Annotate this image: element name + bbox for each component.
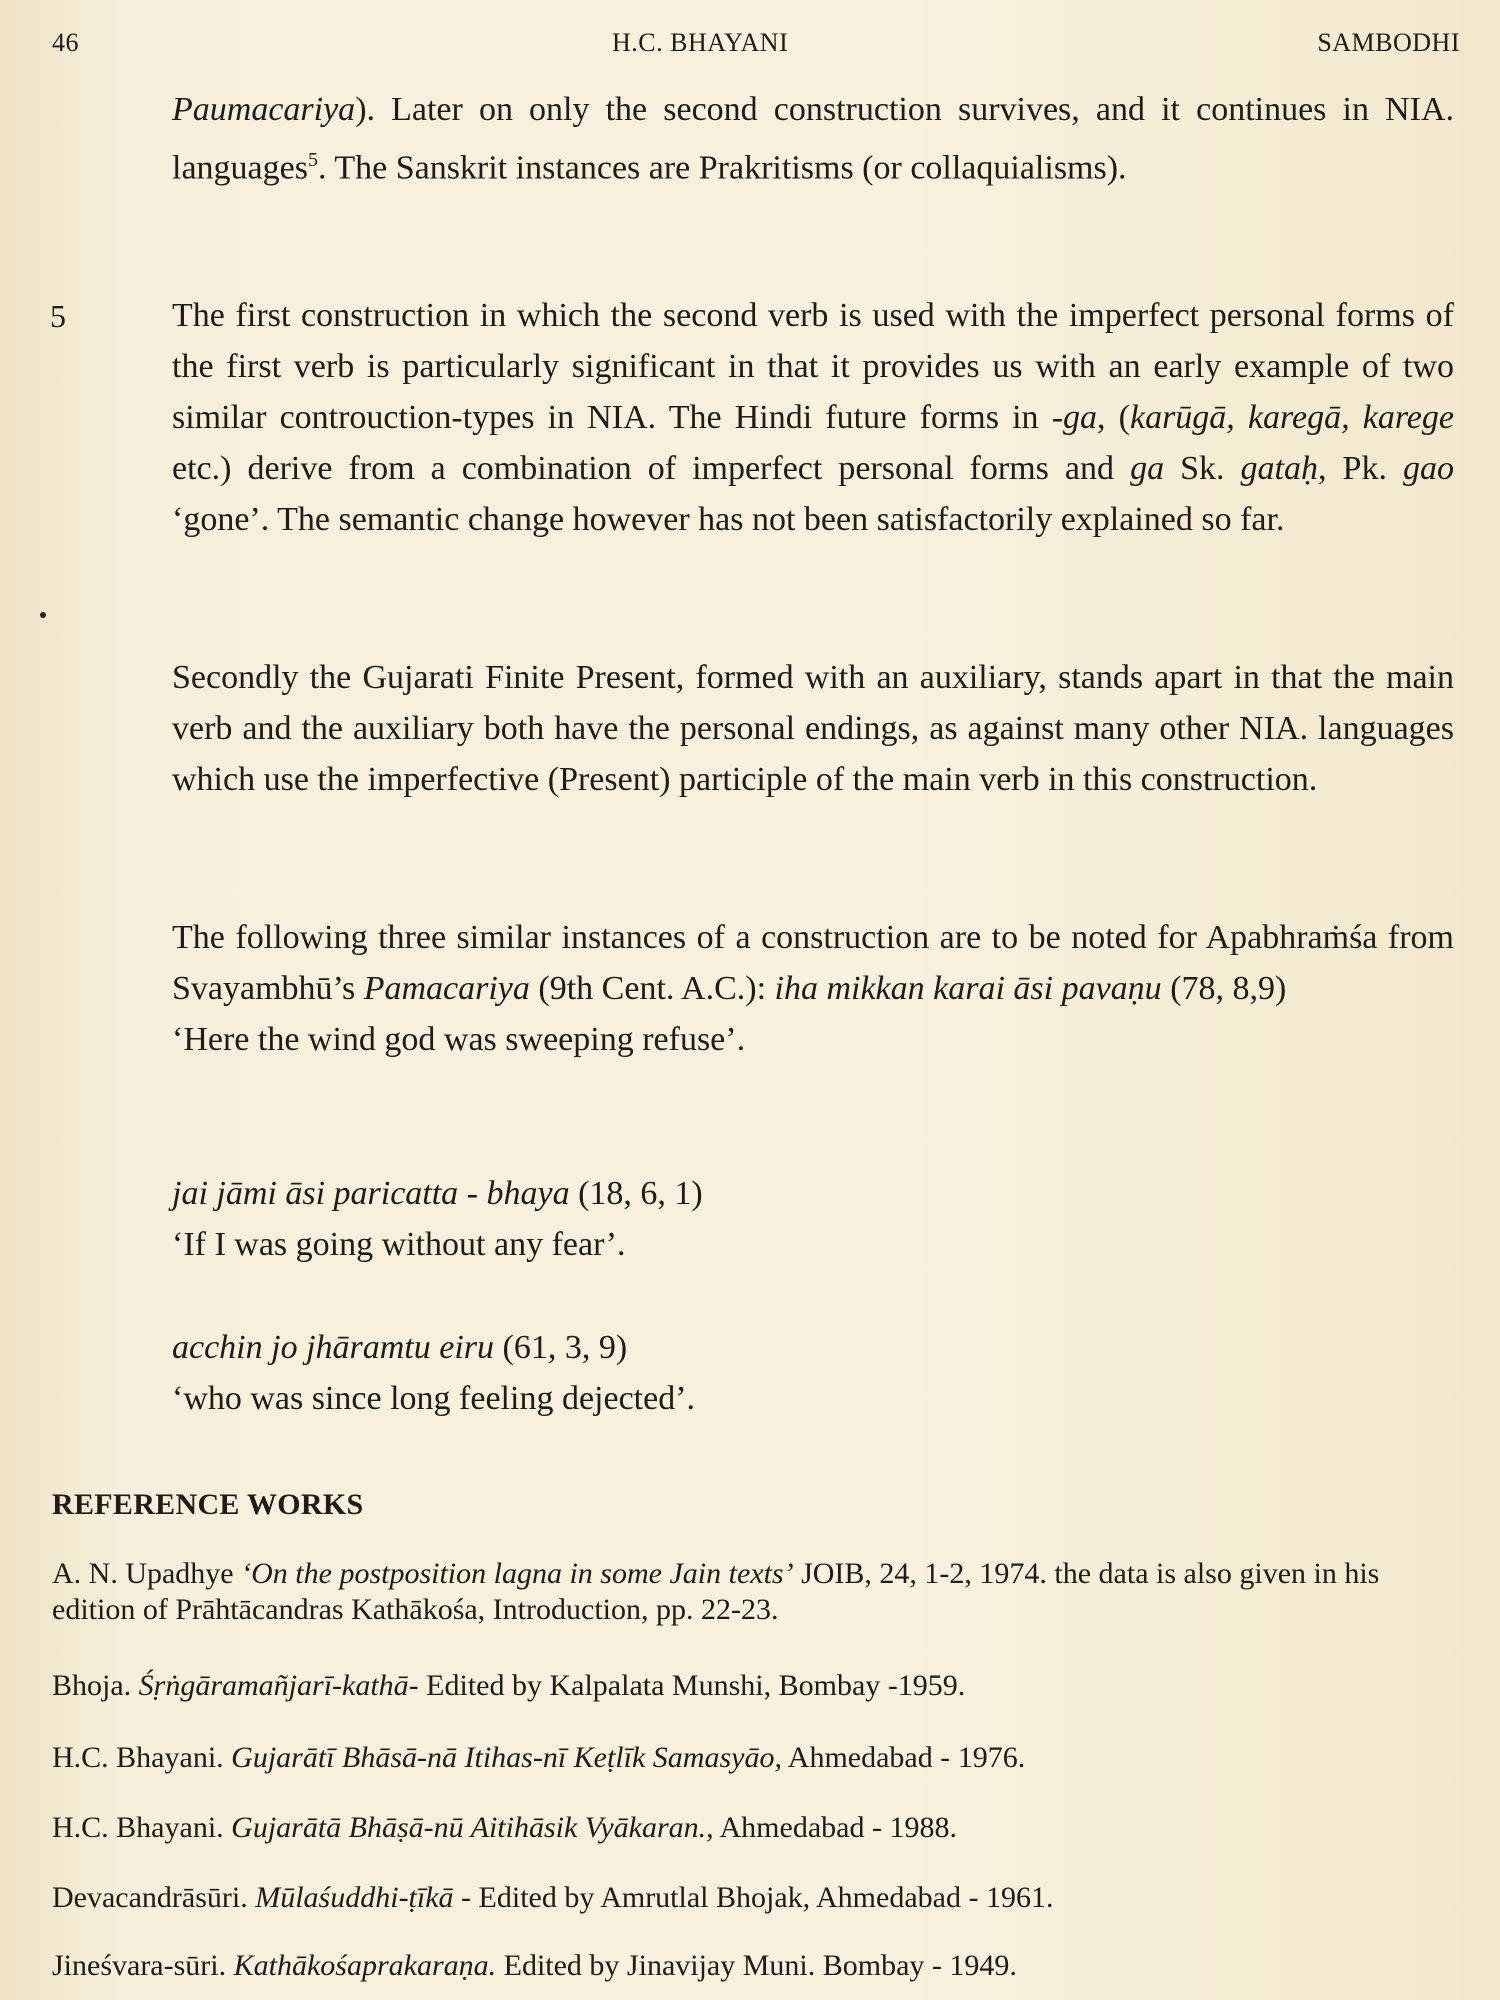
- reference-details: Ahmedabad - 1976.: [781, 1741, 1026, 1774]
- reference-item: [52, 1880, 1452, 1916]
- example-phrase: jai jāmi āsi paricatta - bhaya: [172, 1175, 570, 1212]
- page-header: [52, 28, 1460, 68]
- reference-item: [52, 1740, 1452, 1776]
- paragraph-text: Secondly the Gujarati Finite Present, formed with an auxiliary, stands apart in that the main verb and the auxiliary both have the personal endings, as against many other NIA. languages which use the imperfective (Present) participle of the main verb in this construction.: [172, 659, 1454, 798]
- reference-author: Jineśvara-sūri.: [52, 1949, 234, 1982]
- reference-details: - Edited by Amrutlal Bhojak, Ahmedabad - 1961.: [453, 1881, 1054, 1914]
- reference-item: [52, 1810, 1452, 1846]
- note-number: 5: [50, 298, 66, 334]
- example-phrase: acchin jo jhāramtu eiru: [172, 1329, 495, 1366]
- reference-author: Devacandrāsūri.: [52, 1881, 256, 1914]
- example-translation: ‘Here the wind god was sweeping refuse’.: [172, 1021, 746, 1058]
- reference-item: [52, 1556, 1452, 1628]
- reference-author: A. N. Upadhye: [52, 1557, 242, 1590]
- reference-details: Edited by Kalpalata Munshi, Bombay -1959.: [418, 1669, 966, 1702]
- note-text: Sk.: [1164, 450, 1241, 487]
- reference-title: Śṛṅgāramañjarī-kathā-: [138, 1669, 419, 1702]
- stray-mark: [40, 612, 46, 618]
- example-translation: ‘who was since long feeling dejected’.: [172, 1380, 696, 1417]
- italic-term: gataḥ: [1240, 450, 1318, 487]
- example-3: [172, 1322, 1454, 1424]
- paragraph-text: . The Sanskrit instances are Prakritisms (or collaquialisms).: [317, 149, 1127, 187]
- reference-details: JOIB, 24, 1-2, 1974. the data is also given in his edition of Prāhtācandras Kathākośa, Introduction, pp. 22-23.: [52, 1557, 1380, 1626]
- reference-title: Gujarātā Bhāṣā-nū Aitihāsik Vyākaran.: [231, 1811, 707, 1844]
- example-reference: (78, 8,9): [1161, 970, 1287, 1007]
- reference-title: ‘On the postposition lagna in some Jain texts’: [241, 1557, 794, 1590]
- reference-title: Mūlaśuddhi-ṭīkā: [255, 1881, 454, 1914]
- italic-term: -ga: [1051, 399, 1098, 436]
- example-2: [172, 1168, 1454, 1270]
- note-text: , Pk.: [1318, 450, 1403, 487]
- note-5-paragraph: [172, 290, 1454, 545]
- note-text: The first construction in which the second verb is used with the imperfect personal forms of the first verb is particularly significant in that it provides us with an early example of two similar controuction-types in NIA. The Hindi future forms in: [172, 297, 1454, 436]
- reference-item: [52, 1668, 1452, 1704]
- apabhramsa-paragraph: [172, 912, 1454, 1065]
- italic-term: ga: [1130, 450, 1165, 487]
- references-heading: REFERENCE WORKS: [52, 1488, 364, 1521]
- note-text: ‘gone’. The semantic change however has not been satisfactorily explained so far.: [172, 501, 1285, 538]
- example-translation: ‘If I was going without any fear’.: [172, 1226, 626, 1263]
- reference-author: H.C. Bhayani.: [52, 1811, 232, 1844]
- example-reference: (18, 6, 1): [569, 1175, 703, 1212]
- reference-item: [52, 1948, 1452, 1984]
- italic-term: Pamacariya: [363, 970, 530, 1007]
- reference-details: Edited by Jinavijay Muni. Bombay - 1949.: [496, 1949, 1017, 1982]
- example-reference: (61, 3, 9): [494, 1329, 628, 1366]
- reference-author: H.C. Bhayani.: [52, 1741, 232, 1774]
- reference-details: , Ahmedabad - 1988.: [706, 1811, 957, 1844]
- italic-term: Paumacariya: [172, 91, 356, 128]
- journal-title: SAMBODHI: [1317, 28, 1460, 57]
- page-number: 46: [52, 28, 79, 57]
- example-phrase: iha mikkan karai āsi pavaṇu: [774, 970, 1162, 1007]
- running-author: H.C. BHAYANI: [612, 28, 789, 57]
- footnote-ref: 5: [307, 149, 318, 171]
- reference-author: Bhoja.: [52, 1669, 139, 1702]
- paragraph-text: (9th Cent. A.C.):: [529, 970, 775, 1007]
- italic-term: gao: [1402, 450, 1454, 487]
- reference-title: Gujarātī Bhāsā-nā Itihas-nī Keṭlīk Samasyāo,: [231, 1741, 782, 1774]
- note-text: etc.) derive from a combination of imperfect personal forms and: [172, 450, 1131, 487]
- paragraph-continuation: [172, 84, 1454, 193]
- paragraph-text: The following three similar instances of a construction are to be noted for Apabhraṁśa from Svayambhū’s: [172, 919, 1454, 1007]
- gujarati-present-paragraph: [172, 652, 1454, 805]
- paragraph-text: ). Later on only the second construction survives, and it continues in NIA. languages: [172, 91, 1454, 187]
- italic-term: karūgā, karegā, karege: [1129, 399, 1454, 436]
- reference-title: Kathākośaprakaraṇa.: [233, 1949, 497, 1982]
- note-text: , (: [1097, 399, 1130, 436]
